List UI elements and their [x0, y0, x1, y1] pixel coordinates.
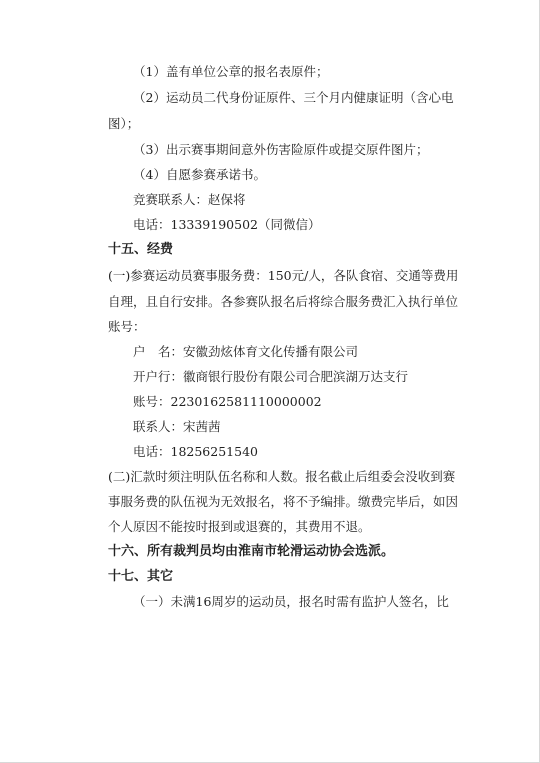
- account-contact: 联系人：宋茜茜: [133, 419, 221, 434]
- section-17-title: 十七、其它: [108, 569, 174, 584]
- competition-phone: 电话：13339190502（同微信）: [133, 217, 321, 232]
- section-15-paragraph-1-line-1: (一)参赛运动员赛事服务费：150元/人，各队食宿、交通等费用: [108, 268, 459, 283]
- account-name: 户 名：安徽劲炫体育文化传播有限公司: [133, 344, 359, 359]
- section-16-title: 十六、所有裁判员均由淮南市轮滑运动协会选派。: [108, 544, 395, 559]
- account-number: 账号：2230162581110000002: [133, 394, 322, 409]
- requirement-item-3: （3）出示赛事期间意外伤害险原件或提交原件图片；: [133, 142, 429, 157]
- section-15-paragraph-2-line-2: 事服务费的队伍视为无效报名，将不予编排。缴费完毕后，如因: [108, 494, 459, 509]
- section-15-paragraph-2-line-1: (二)汇款时须注明队伍名称和人数。报名截止后组委会没收到赛: [108, 469, 456, 484]
- requirement-item-2-continued: 图）；: [108, 116, 140, 131]
- requirement-item-2: （2）运动员二代身份证原件、三个月内健康证明（含心电: [133, 90, 454, 105]
- account-bank: 开户行：徽商银行股份有限公司合肥滨湖万达支行: [133, 369, 409, 384]
- competition-contact: 竞赛联系人：赵保将: [133, 192, 246, 207]
- requirement-item-4: （4）自愿参赛承诺书。: [133, 167, 266, 182]
- requirement-item-1: （1）盖有单位公章的报名表原件；: [133, 64, 329, 79]
- account-phone: 电话：18256251540: [133, 444, 258, 459]
- section-17-paragraph-1: （一）未满16周岁的运动员，报名时需有监护人签名，比: [133, 594, 449, 609]
- section-15-paragraph-1-line-3: 账号：: [108, 319, 146, 334]
- section-15-paragraph-2-line-3: 个人原因不能按时报到或退赛的，其费用不退。: [108, 519, 371, 534]
- section-15-paragraph-1-line-2: 自理，且自行安排。各参赛队报名后将综合服务费汇入执行单位: [108, 294, 459, 309]
- section-15-title: 十五、经费: [108, 242, 174, 257]
